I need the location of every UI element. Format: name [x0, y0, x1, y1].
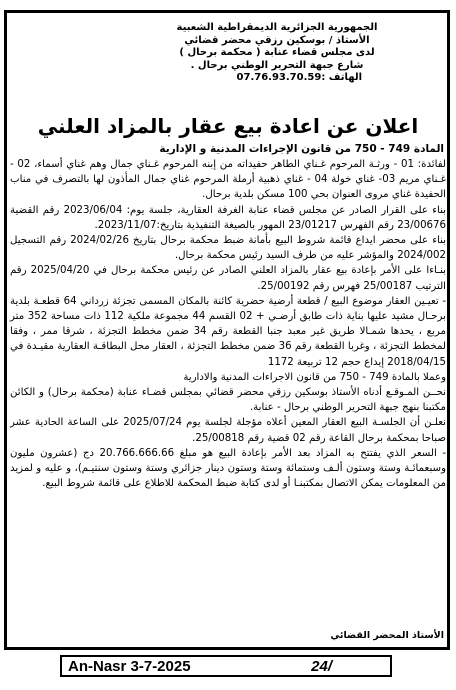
paragraph-bailiff: نحــن المـوقـع أدناه الأستاذ بوسكين رزقي محضر قضائي بمجلس قضـاء عنابة (محكمة برحال) و الكائن مكتبنا بنهج جبهة التحرير الوطني برحال - عنابة. — [10, 387, 446, 414]
header-line: الأستاذ / بوسكين رزقي محضر قضائي — [184, 34, 370, 46]
paragraph-deposit: بناء على محضر ايداع قائمة شروط البيع بأمانة ضبط محكمة برحال بتاريخ 2024/02/26 رقم التسجيل 2024/002 والمؤشر عليه من طرف السيد رئيس محكمة برحال. — [10, 235, 446, 262]
paragraph-session: نعلـن أن الجلسـة البيع العقار المعين أعلاه مؤجلة لجلسة يوم 2025/07/24 على الساعة الحادية عشر صباحا بمحكمة برحال القاعة رقم 02 قضية رقم 25/00818. — [10, 417, 446, 444]
paragraph-beneficiaries: لفائدة: 01 - ورثـة المرحوم غـناي الطاهر حفيداته من إبنه المرحوم غـناي جمال وهم غناي أسماء، 02 - غـناي مريم 03- غناي خولة 04 - غناي ذهبية أرملة المرحوم غناي جمال المأذون لها بالتصرف في مناب الحفيدة غناي مروى العنوان بحي 100 مسكن بلدية برحال. — [10, 159, 446, 201]
paragraph-court-decision: بناء على القرار الصادر عن مجلس قضاء عنابة الغرفة العقارية، جلسة يوم: 2023/06/04 رقم القضية 23/00676 رقم الفهرس 23/01217 المهور بالصيغة التنفيذية بتاريخ:2023/11/07. — [10, 204, 447, 231]
paragraph-opening-price: - السعر الذي يفتتح به المزاد بعد الأمر بإعادة البيع هو مبلغ 20.766.666.66 دج (عشرون مليون وسبعمائـة وستة وستون ألـف وستمائة وستة وستون دينار جزائري وستة وستون سنتيـم)، و عليه و لمزيد من المعلومات يمكن الاتصال بمكتبنـا أو لدى كتابة ضبط المحكمة للاطلاع على قائمة شروط البيع. — [10, 447, 446, 490]
signature: الأستاذ المحضر القضائي — [330, 630, 444, 641]
paragraph-legal-basis: وعملا بالمادة 749 - 750 من قانون الاجراءات المدنية والادارية — [183, 371, 446, 383]
header-phone: الهاتف :07.76.93.70.59 — [236, 72, 362, 83]
ad-body — [10, 157, 446, 491]
header-line: شارع جبهة التحرير الوطني برحال . — [190, 59, 364, 71]
header-line: الجمهورية الجزائرية الديمقراطية الشعبية — [176, 22, 378, 33]
page-number: 24/ — [311, 658, 332, 675]
header-line: لدى مجلس قضاء عنابة ( محكمة برحال ) — [179, 47, 375, 58]
paragraph-resale-order: بنـاءا على الأمر بإعادة بيع عقار بالمزاد العلني الصادر عن رئيس محكمة برحال في 2025/04/20 رقم الترتيب 25/00187 فهرس رقم 25/00192. — [10, 265, 446, 292]
ad-title: اعلان عن اعادة بيع عقار بالمزاد العلني — [37, 114, 419, 138]
newspaper-footer — [60, 655, 392, 677]
bailiff-header — [112, 22, 442, 85]
law-reference: المادة 749 - 750 من قانون الإجراءات المدنية و الإدارية — [159, 143, 444, 155]
paragraph-property-description: - تعيـين العقار موضوع البيع / قطعة أرضية حضرية كائنة بالمكان المسمى تجزئة زرداني 64 قطعـة بلدية برحـال مشيد عليها بناية ذات طابق أرضـي + 02 القسم 44 مجموعة ملكية 112 ذات مساحة 352 متر مربع ، يحدها شمـالا طريق غير معبد جنبا القطعة رقم 34 ضمن مخطط التجزئة ، شرقا ممر ، وفقا لمخطط التجزئة ، وغربا القطعة رقم 36 ضمن مخطط التجزئة ، العقار محل البطاقـة العقارية مقيـدة في 2018/04/15 إيداع حجم 12 تربيعة 1172 — [10, 295, 447, 368]
newspaper-date: An-Nasr 3-7-2025 — [68, 658, 191, 675]
